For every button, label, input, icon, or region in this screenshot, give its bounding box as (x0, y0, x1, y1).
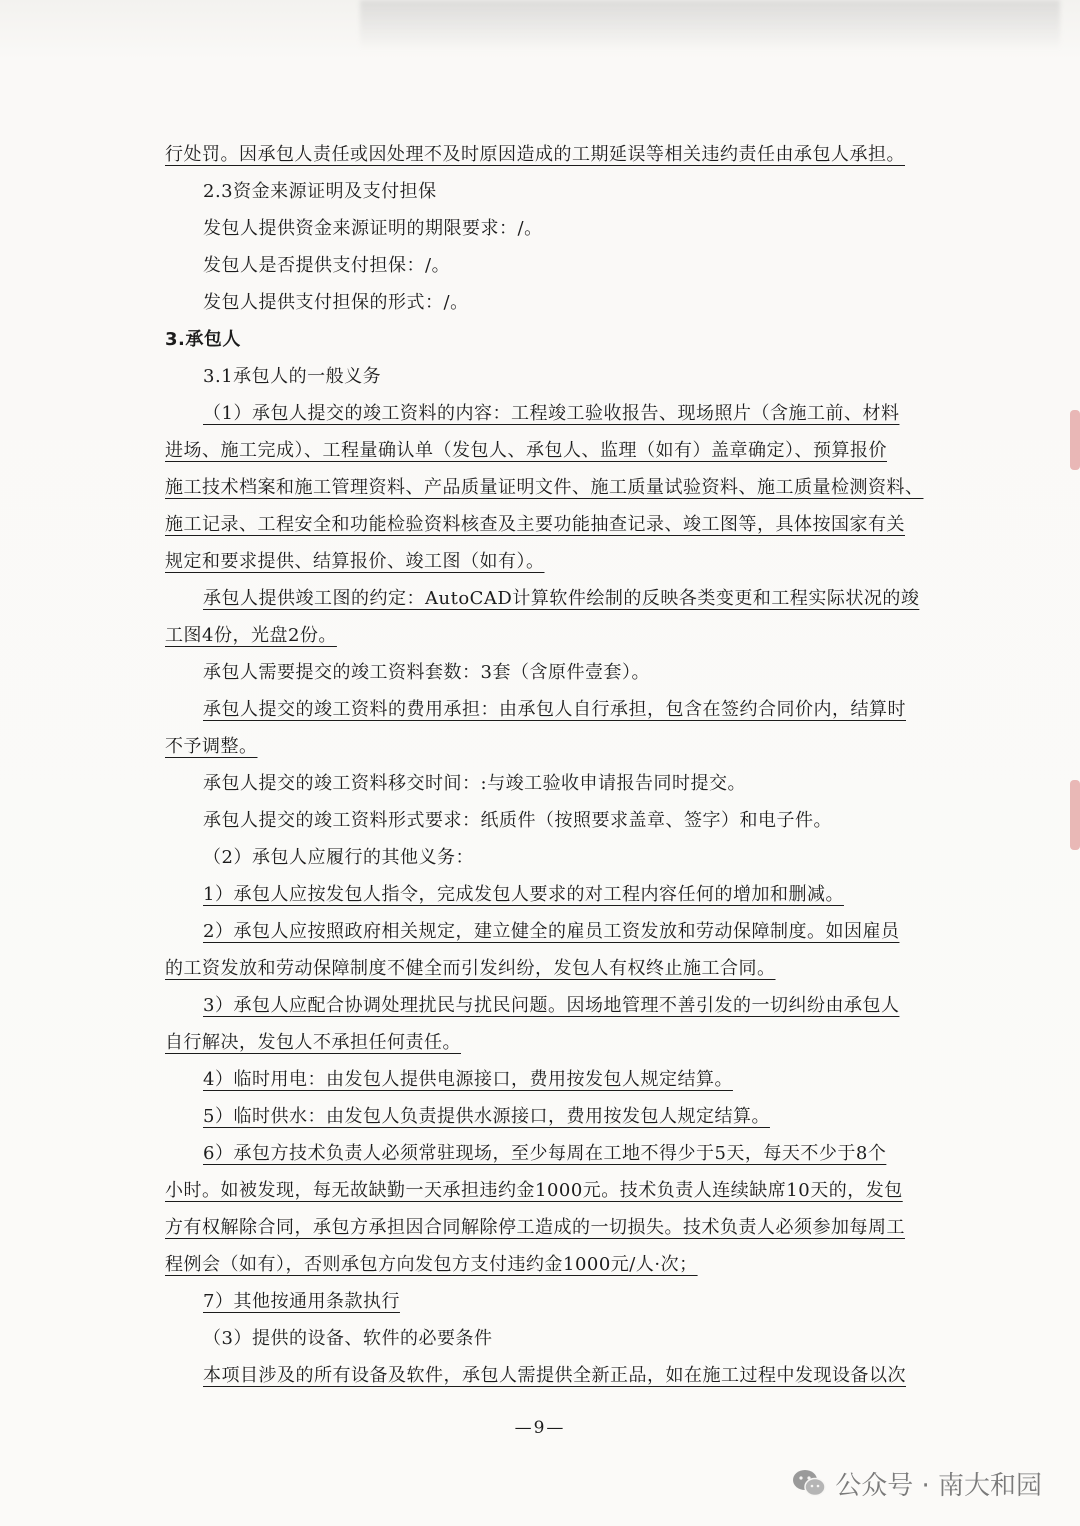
stamp-edge-mark (1070, 410, 1080, 470)
text-line-content: 6）承包方技术负责人必须常驻现场，至少每周在工地不得少于5天，每天不少于8个 (203, 1143, 887, 1164)
text-line (165, 987, 925, 1024)
text-line-content: 发包人提供支付担保的形式：/。 (203, 292, 469, 313)
text-line-content: 2）承包人应按照政府相关规定，建立健全的雇员工资发放和劳动保障制度。如因雇员 (203, 921, 900, 942)
stamp-edge-mark (1070, 780, 1080, 850)
text-line-content: 承包人需要提交的竣工资料套数：3套（含原件壹套）。 (203, 662, 650, 683)
text-line-content: 发包人是否提供支付担保：/。 (203, 255, 451, 276)
text-line-content: （2）承包人应履行的其他义务： (203, 847, 474, 868)
text-line (165, 395, 925, 432)
text-line (165, 1357, 925, 1394)
text-line-content: 3.承包人 (165, 329, 241, 350)
text-line (165, 247, 925, 284)
text-line-content: 施工技术档案和施工管理资料、产品质量证明文件、施工质量试验资料、施工质量检测资料、 (165, 477, 924, 498)
text-line-content: 本项目涉及的所有设备及软件，承包人需提供全新正品，如在施工过程中发现设备以次 (203, 1365, 906, 1386)
text-line-content: 方有权解除合同，承包方承担因合同解除停工造成的一切损失。技术负责人必须参加每周工 (165, 1217, 905, 1238)
text-line (165, 654, 925, 691)
text-line (165, 1172, 925, 1209)
text-line (165, 1061, 925, 1098)
document-body (165, 136, 925, 1394)
wechat-icon (791, 1468, 827, 1498)
text-line-content: 承包人提交的竣工资料的费用承担：由承包人自行承担，包含在签约合同价内，结算时 (203, 699, 906, 720)
text-line (165, 1098, 925, 1135)
text-line-content: 3）承包人应配合协调处理扰民与扰民问题。因场地管理不善引发的一切纠纷由承包人 (203, 995, 900, 1016)
text-line (165, 1320, 925, 1357)
text-line (165, 728, 925, 765)
text-line-content: 规定和要求提供、结算报价、竣工图（如有）。 (165, 551, 545, 572)
text-line-content: 1）承包人应按发包人指令，完成发包人要求的对工程内容任何的增加和删减。 (203, 884, 844, 905)
text-line-content: 自行解决，发包人不承担任何责任。 (165, 1032, 461, 1053)
text-line (165, 1283, 925, 1320)
text-line-content: 程例会（如有），否则承包方向发包方支付违约金1000元/人·次； (165, 1254, 698, 1275)
text-line-content: 4）临时用电：由发包人提供电源接口，费用按发包人规定结算。 (203, 1069, 733, 1090)
text-line (165, 617, 925, 654)
text-line (165, 136, 925, 173)
text-line (165, 950, 925, 987)
text-line-content: 行处罚。因承包人责任或因处理不及时原因造成的工期延误等相关违约责任由承包人承担。 (165, 144, 905, 165)
page-number: —9— (514, 1418, 566, 1438)
text-line (165, 913, 925, 950)
scan-smudge (360, 0, 1060, 50)
text-line (165, 210, 925, 247)
text-line-content: 的工资发放和劳动保障制度不健全而引发纠纷，发包人有权终止施工合同。 (165, 958, 776, 979)
text-line (165, 802, 925, 839)
text-line (165, 469, 925, 506)
text-line-content: 2.3资金来源证明及支付担保 (203, 181, 437, 202)
text-line (165, 432, 925, 469)
text-line (165, 1246, 925, 1283)
text-line (165, 580, 925, 617)
text-line-content: 承包人提供竣工图的约定：AutoCAD计算软件绘制的反映各类变更和工程实际状况的竣 (203, 588, 920, 609)
text-line (165, 1209, 925, 1246)
text-line (165, 284, 925, 321)
text-line (165, 876, 925, 913)
text-line (165, 173, 925, 210)
text-line (165, 1024, 925, 1061)
text-line-content: 小时。如被发现，每无故缺勤一天承担违约金1000元。技术负责人连续缺席10天的，发包 (165, 1180, 903, 1201)
text-line (165, 691, 925, 728)
watermark-text: 公众号 · 南大和园 (835, 1470, 1042, 1501)
text-line-content: 承包人提交的竣工资料形式要求：纸质件（按照要求盖章、签字）和电子件。 (203, 810, 832, 831)
text-line (165, 543, 925, 580)
section-heading (165, 321, 925, 358)
text-line-content: 7）其他按通用条款执行 (203, 1291, 400, 1312)
text-line-content: 进场、施工完成）、工程量确认单（发包人、承包人、监理（如有）盖章确定）、预算报价 (165, 440, 887, 461)
watermark (791, 1458, 1042, 1508)
text-line-content: 承包人提交的竣工资料移交时间：:与竣工验收申请报告同时提交。 (203, 773, 747, 794)
text-line-content: （3）提供的设备、软件的必要条件 (203, 1328, 493, 1349)
text-line (165, 839, 925, 876)
text-line-content: 发包人提供资金来源证明的期限要求：/。 (203, 218, 543, 239)
text-line-content: 5）临时供水：由发包人负责提供水源接口，费用按发包人规定结算。 (203, 1106, 770, 1127)
text-line-content: 施工记录、工程安全和功能检验资料核查及主要功能抽查记录、竣工图等，具体按国家有关 (165, 514, 905, 535)
text-line-content: 不予调整。 (165, 736, 258, 757)
text-line-content: 工图4份，光盘2份。 (165, 625, 337, 646)
text-line (165, 765, 925, 802)
text-line-content: （1）承包人提交的竣工资料的内容：工程竣工验收报告、现场照片（含施工前、材料 (203, 403, 900, 424)
text-line (165, 506, 925, 543)
text-line (165, 358, 925, 395)
text-line-content: 3.1承包人的一般义务 (203, 366, 382, 387)
text-line (165, 1135, 925, 1172)
